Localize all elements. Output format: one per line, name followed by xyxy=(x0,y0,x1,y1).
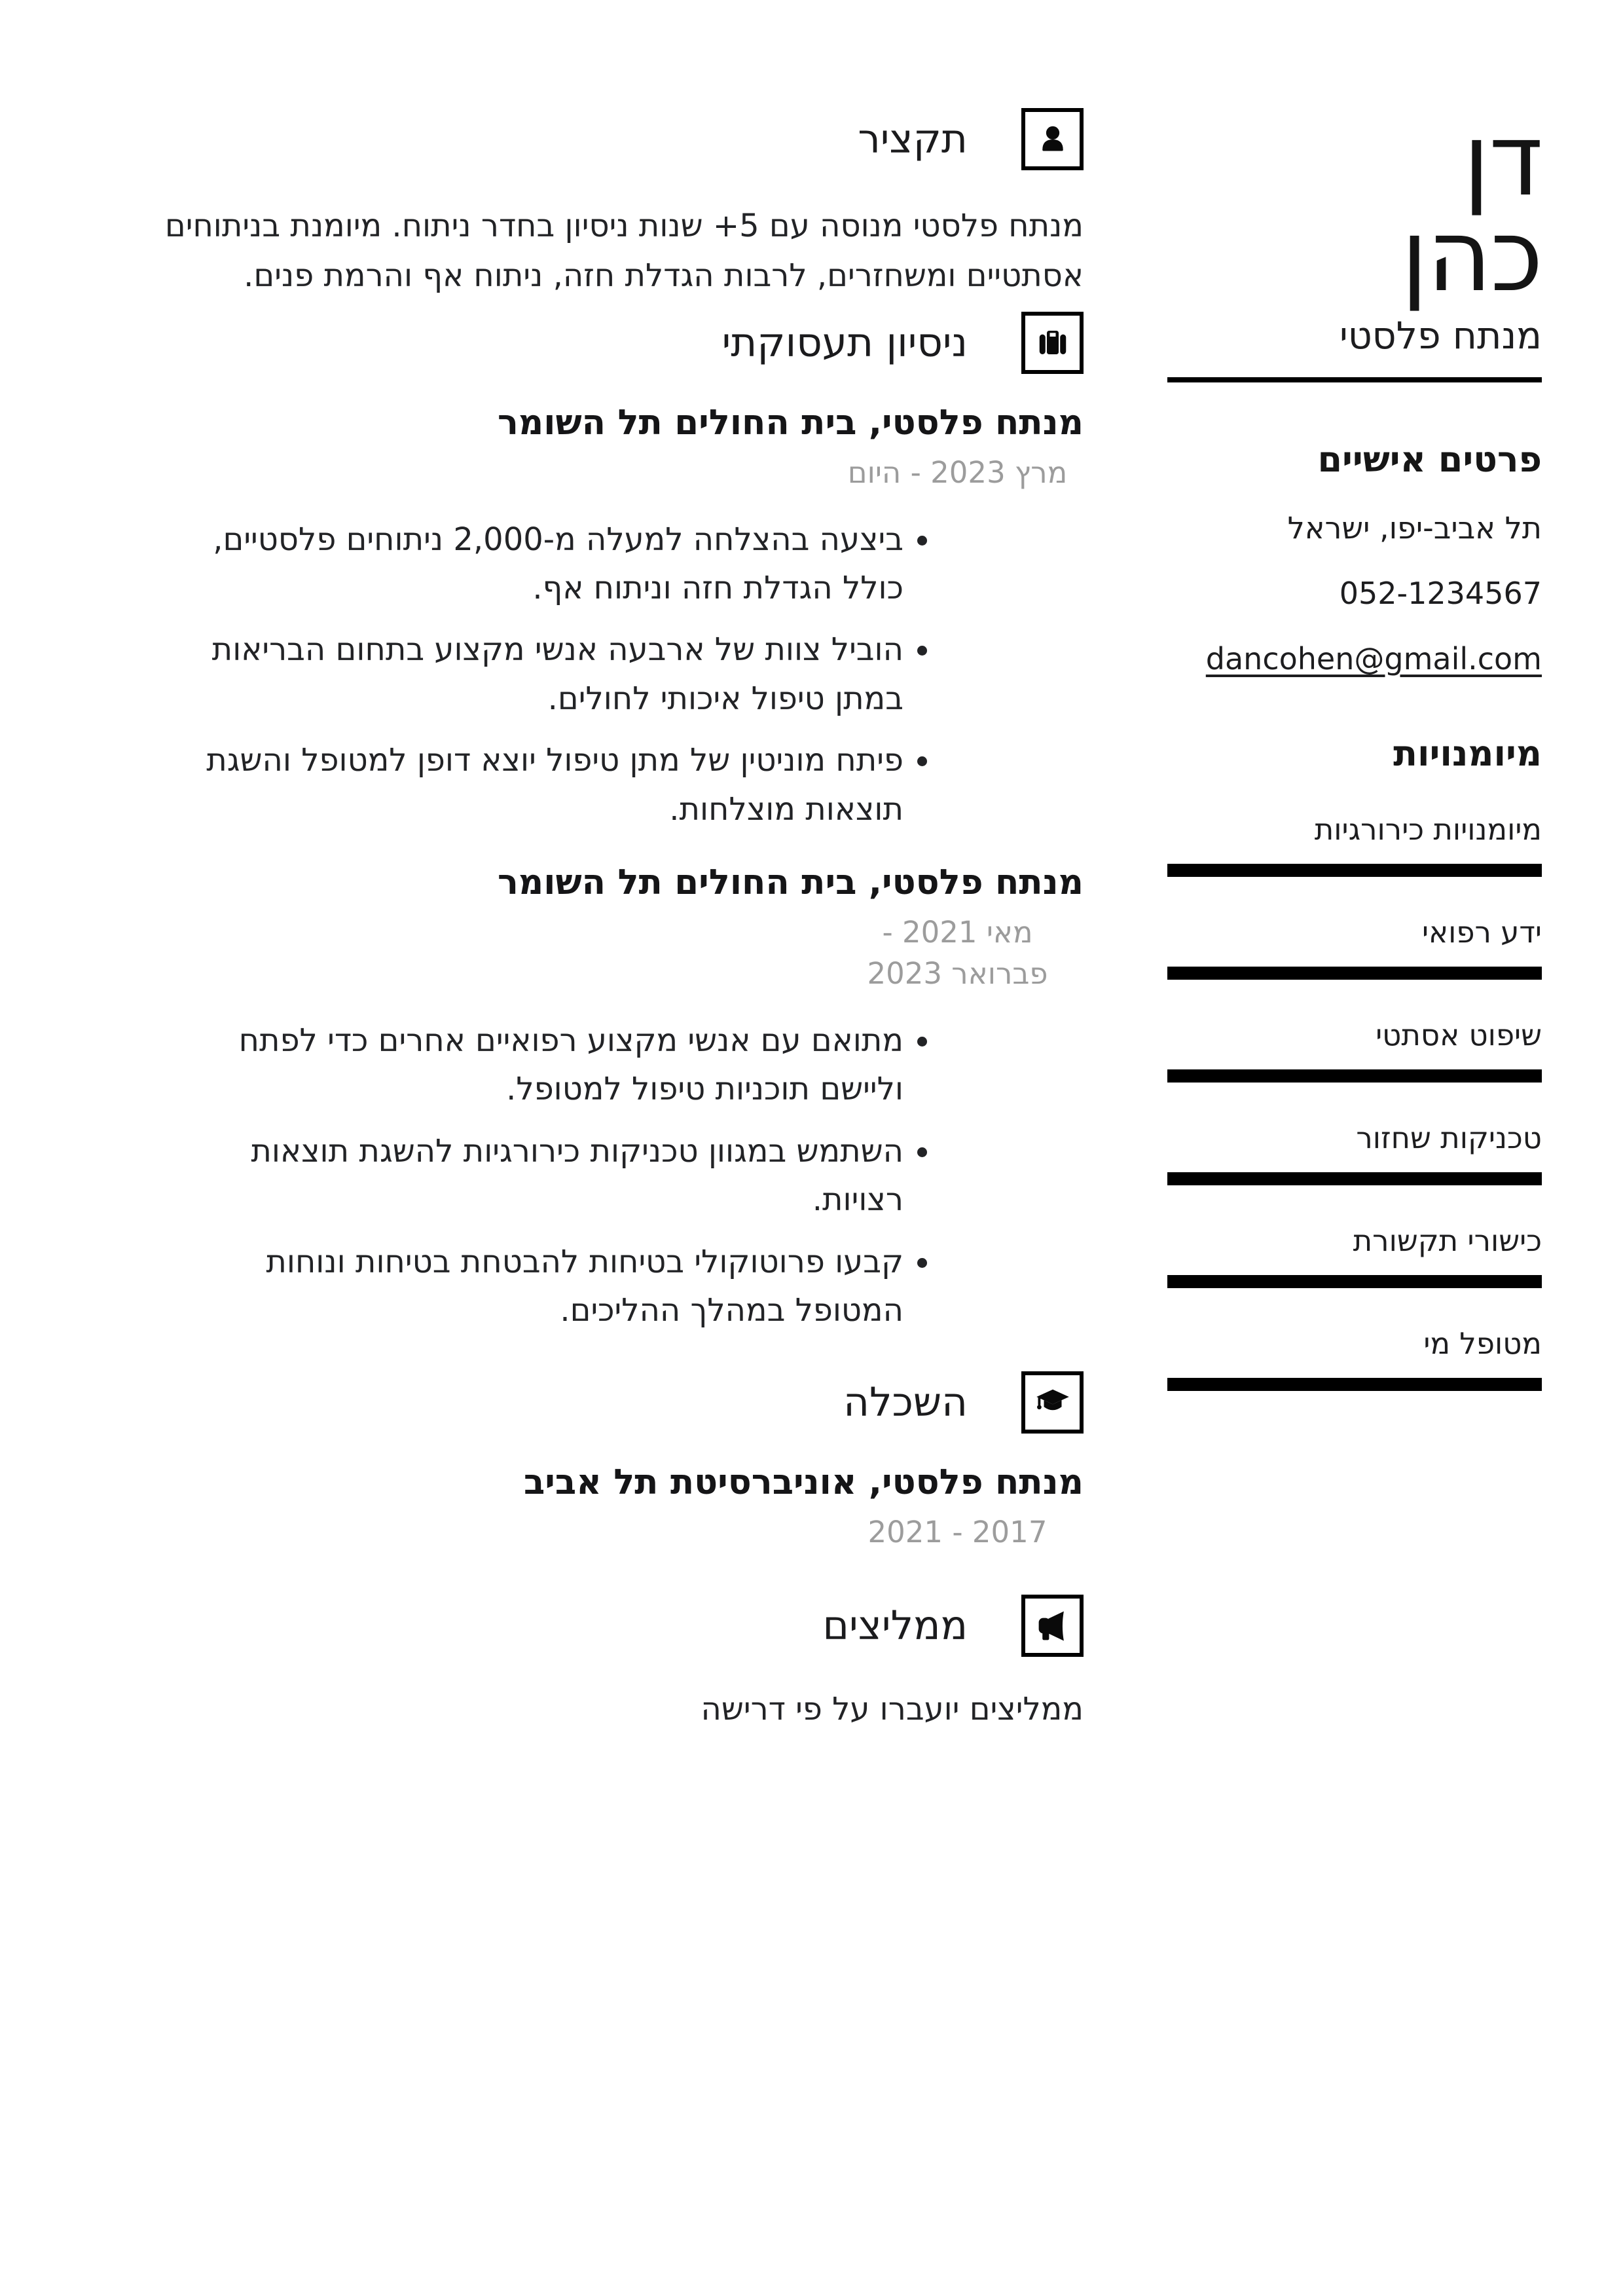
skill-item xyxy=(1167,915,1542,980)
job-bullet: • קבעו פרוטוקולי בטיחות להבטחת בטיחות ונוחות המטופל במהלך ההליכים. xyxy=(168,1238,903,1335)
skill-item xyxy=(1167,1223,1542,1288)
section-education xyxy=(108,1371,1084,1553)
skills-heading: מיומנויות xyxy=(1393,732,1542,774)
section-references xyxy=(108,1595,1084,1728)
skill-label: שיפוט אסתטי xyxy=(1376,1017,1542,1052)
job-bullet: • פיתח מוניטין של מתן טיפול יוצא דופן למטופל והשגת תוצאות מוצלחות. xyxy=(168,736,903,834)
sidebar-divider xyxy=(1167,377,1542,382)
skill-bar-fill xyxy=(1167,1378,1542,1391)
megaphone-icon xyxy=(1021,1595,1084,1657)
skill-item xyxy=(1167,1120,1542,1185)
personal-details-heading: פרטים אישיים xyxy=(1317,438,1542,480)
job-dates: מרץ 2023 - היום xyxy=(847,454,1068,490)
skill-bar-fill xyxy=(1167,1172,1542,1185)
section-experience xyxy=(108,312,1084,1335)
degree-title: מנתח פלסטי, אוניברסיטת תל אביב xyxy=(523,1462,1084,1503)
graduation-cap-icon xyxy=(1021,1371,1084,1434)
skill-item xyxy=(1167,1326,1542,1391)
person-icon xyxy=(1021,108,1084,170)
skill-bar-fill xyxy=(1167,1275,1542,1288)
references-title: ממליצים xyxy=(822,1602,968,1650)
job-bullet-list xyxy=(108,1016,934,1335)
location-text: תל אביב-יפו, ישראל xyxy=(1287,509,1542,546)
job-title: מנתח פלסטי, בית החולים תל השומר xyxy=(498,402,1084,443)
job-bullet: • השתמש במגוון טכניקות כירורגיות להשגת תוצאות רצויות. xyxy=(168,1127,903,1225)
skill-bar xyxy=(1167,967,1542,980)
experience-entry xyxy=(108,403,1084,834)
experience-title: ניסיון תעסוקתי xyxy=(721,319,968,366)
sidebar xyxy=(1167,102,1542,1391)
skill-label: כישורי תקשורת xyxy=(1353,1223,1542,1258)
education-dates: 2017 - 2021 xyxy=(867,1515,1048,1550)
skill-bar xyxy=(1167,1275,1542,1288)
candidate-name xyxy=(1167,102,1542,314)
skill-bar xyxy=(1167,1378,1542,1391)
skill-bar-fill xyxy=(1167,864,1542,877)
skill-bar-fill xyxy=(1167,1069,1542,1083)
skill-label: מטופל מי xyxy=(1423,1325,1542,1361)
skill-bar xyxy=(1167,864,1542,877)
job-bullet: • מתואם עם אנשי מקצוע רפואיים אחרים כדי לפתח וליישם תוכניות טיפול למטופל. xyxy=(168,1016,903,1114)
summary-title: תקציר xyxy=(858,116,968,162)
candidate-first-name: דן xyxy=(1463,102,1542,218)
skill-label: ידע רפואי xyxy=(1421,914,1542,950)
candidate-last-name: כהן xyxy=(1400,197,1542,314)
education-entry xyxy=(108,1462,1084,1553)
experience-entry xyxy=(108,862,1084,1335)
skill-item xyxy=(1167,812,1542,877)
candidate-job-title: מנתח פלסטי xyxy=(1339,314,1542,358)
skill-bar xyxy=(1167,1069,1542,1083)
references-text: ממליצים יועברו על פי דרישה xyxy=(701,1691,1084,1728)
job-bullet: • הוביל צוות של ארבעה אנשי מקצוע בתחום הבריאות במתן טיפול איכותי לחולים. xyxy=(168,625,903,723)
skill-bar xyxy=(1167,1172,1542,1185)
job-title: מנתח פלסטי, בית החולים תל השומר xyxy=(498,862,1084,902)
job-dates: מאי 2021 - פברואר 2023 xyxy=(867,915,1048,991)
skill-label: טכניקות שחזור xyxy=(1356,1120,1542,1155)
email-link[interactable]: dancohen@gmail.com xyxy=(1205,640,1542,676)
education-title: השכלה xyxy=(843,1379,968,1426)
job-bullet: • ביצעה בהצלחה למעלה מ-2,000 ניתוחים פלסטיים, כולל הגדלת חזה וניתוח אף. xyxy=(168,515,903,613)
skill-bar-fill xyxy=(1167,967,1542,980)
summary-text: מנתח פלסטי מנוסה עם 5+ שנות ניסיון בחדר ניתוח. מיומנת בניתוחים אסתטיים ומשחזרים, לרבות הגדלת חזה, ניתוח אף והרמת פנים. xyxy=(164,208,1084,294)
job-bullet-list xyxy=(108,515,934,834)
section-summary xyxy=(108,108,1084,301)
skill-item xyxy=(1167,1018,1542,1083)
skill-label: מיומנויות כירורגיות xyxy=(1314,811,1542,847)
phone-number: 052-1234567 xyxy=(1339,575,1542,611)
briefcase-icon xyxy=(1021,312,1084,374)
main-column xyxy=(108,108,1084,1728)
